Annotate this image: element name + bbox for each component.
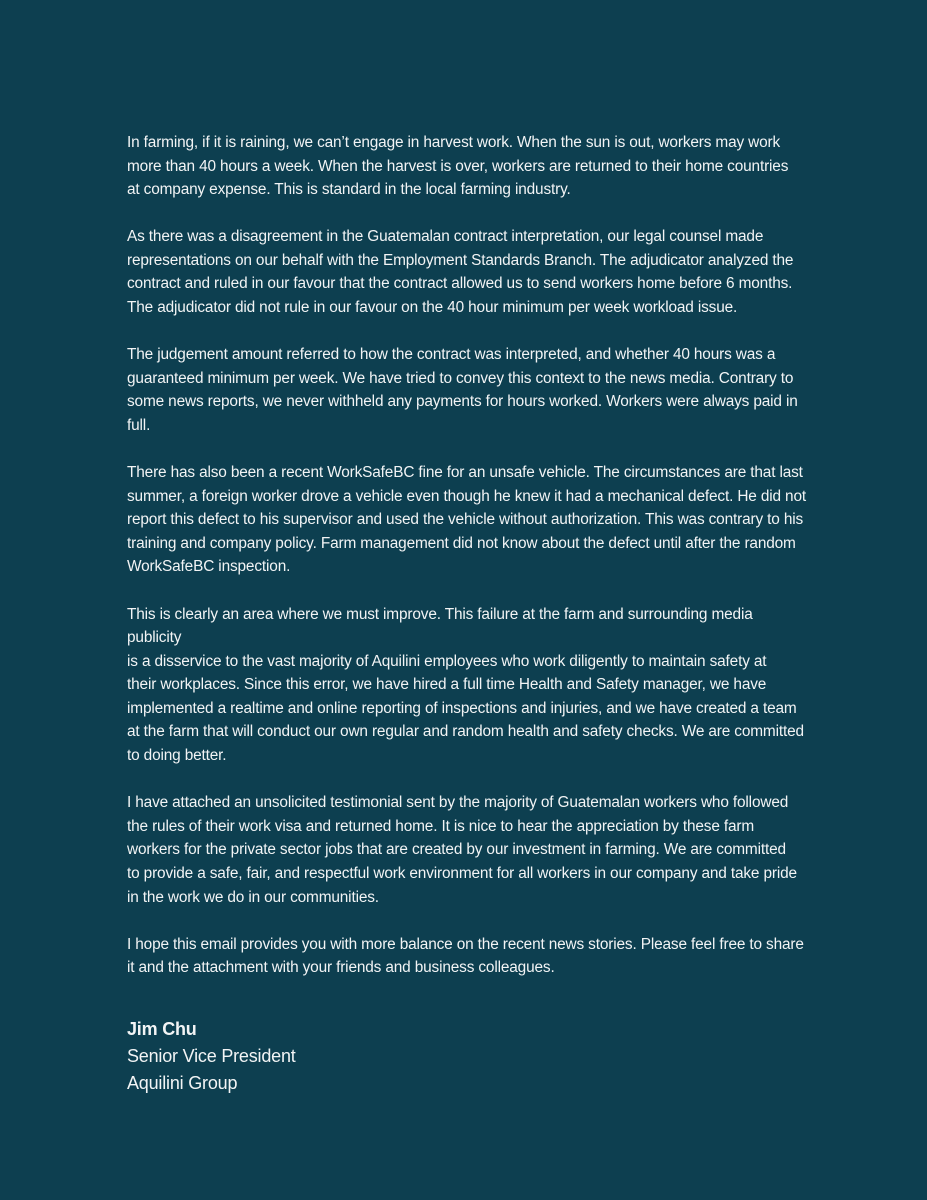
signature-company: Aquilini Group: [127, 1072, 238, 1093]
paragraph-harvest-hours: In farming, if it is raining, we can’t engage in harvest work. When the sun is out, workers may work more than 40 hours a week. When the harvest is over, workers are returned to their home countries at company expense. This is standard in the local farming industry.: [127, 134, 789, 199]
paragraph-safety-improvements: This is clearly an area where we must improve. This failure at the farm and surrounding media publicity is a disservice to the vast majority of Aquilini employees who work diligently to maintain safety at their workplaces. Since this error, we have hired a full time Health and Safety manager, we have implemented a realtime and online reporting of inspections and injuries, and we have created a team at the farm that will conduct our own regular and random health and safety checks. We are committed to doing better.: [127, 605, 804, 765]
letter-body: [127, 131, 807, 1097]
paragraph-judgement-amount: The judgement amount referred to how the contract was interpreted, and whether 40 hours was a guaranteed minimum per week. We have tried to convey this context to the news media. Contrary to some news reports, we never withheld any payments for hours worked. Workers were always paid in full.: [127, 346, 798, 434]
signature-name: Jim Chu: [127, 1018, 197, 1039]
paragraph-closing: I hope this email provides you with more balance on the recent news stories. Please feel free to share it and the attachment with your friends and business colleagues.: [127, 935, 804, 977]
paragraph-testimonial: I have attached an unsolicited testimonial sent by the majority of Guatemalan workers who followed the rules of their work visa and returned home. It is nice to hear the appreciation by these farm workers for the private sector jobs that are created by our investment in farming. We are committed to provide a safe, fair, and respectful work environment for all workers in our company and take pride in the work we do in our communities.: [127, 794, 797, 906]
paragraph-contract-interpretation: As there was a disagreement in the Guatemalan contract interpretation, our legal counsel made representations on our behalf with the Employment Standards Branch. The adjudicator analyzed the contract and ruled in our favour that the contract allowed us to send workers home before 6 months. The adjudicator did not rule in our favour on the 40 hour minimum per week workload issue.: [127, 228, 794, 317]
signature-block: [127, 1016, 807, 1097]
signature-title: Senior Vice President: [127, 1045, 296, 1066]
paragraph-worksafebc-fine: There has also been a recent WorkSafeBC fine for an unsafe vehicle. The circumstances are that last summer, a foreign worker drove a vehicle even though he knew it had a mechanical defect. He did not report this defect to his supervisor and used the vehicle without authorization. This was contrary to his training and company policy. Farm management did not know about the defect until after the random WorkSafeBC inspection.: [127, 464, 806, 576]
